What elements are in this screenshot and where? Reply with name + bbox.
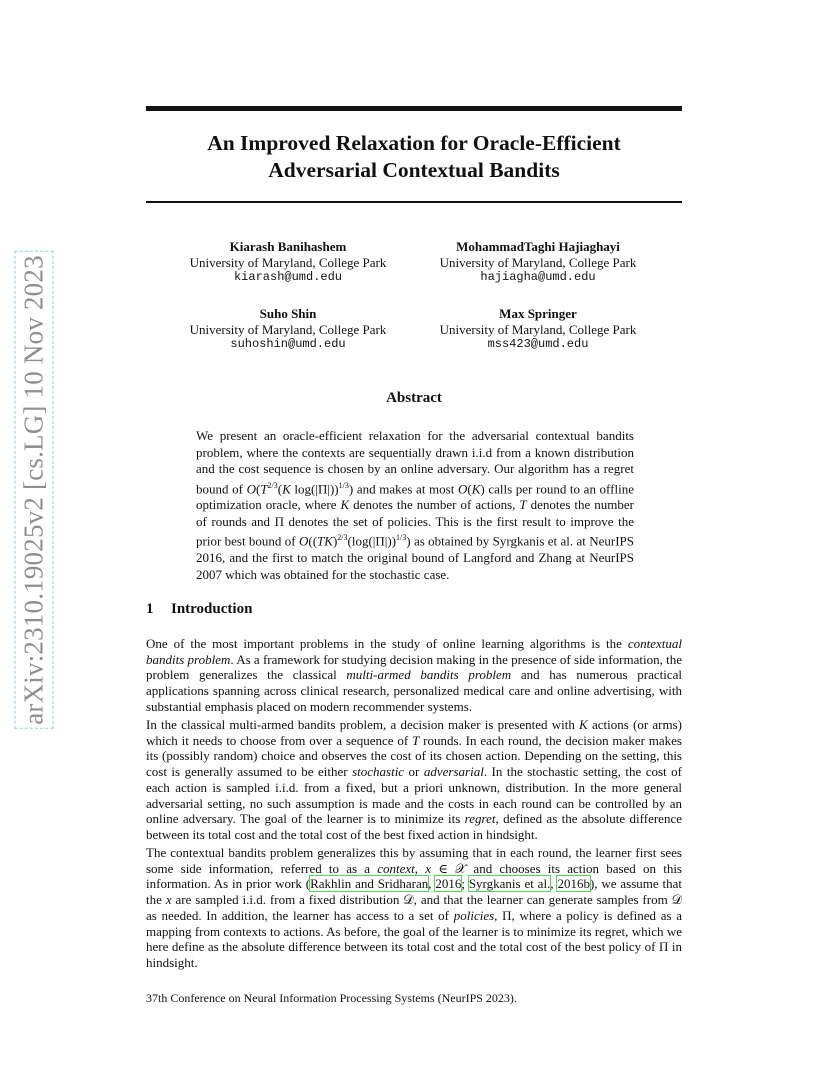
abstract-body: We present an oracle-efficient relaxation for the adversarial contextual bandits problem, where the contexts are sequentially drawn i.i.d from a known distribution and the cost sequence is chosen by an online adversary. Our algorithm has a regret bound of $O(T^{2/3}(K$ log(|Π|))$^{1/3}$) and makes at most O(K) calls per round to an offline optimization oracle, where K denotes the number of actions, T denotes the number of rounds and Π denotes the set of policies. This is the first result to improve the prior best bound of $O((TK)^{2/3}(\log(|\Pi|))^{1/3})$ as obtained by Syrgkanis et al. at NeurIPS 2016, and the first to match the original bound of Langford and Zhang at NeurIPS 2007 which was obtained for the stochastic case. [196,428,634,582]
paragraph-text: and has numerous practical applications spanning across clinical research, personalized medical care and online advertising, with substantial emphasis placed on modern recommender systems. [146,667,683,714]
citation-year-link[interactable]: 2016 [435,876,462,892]
arxiv-stamp[interactable] [14,245,54,735]
arxiv-stamp-text[interactable]: arXiv:2310.19025v2 [cs.LG] 10 Nov 2023 [18,255,49,725]
author-email[interactable]: kiarash@umd.edu [233,270,343,284]
author-block [158,306,418,353]
author-email[interactable]: mss423@umd.edu [487,337,589,351]
paragraph-text: rounds. In each round, the decision maker makes its (possibly random) choice and observes the cost of its chosen action. Depending on the setting, this cost is generally assumed to be either [146,732,682,780]
title-line-1: An Improved Relaxation for Oracle-Efficient [207,131,621,155]
author-name: MohammadTaghi Hajiaghayi [456,239,620,254]
author-block [408,306,668,353]
author-email[interactable]: hajiagha@umd.edu [480,270,596,284]
title-line-2: Adversarial Contextual Bandits [268,158,560,182]
paragraph-emphasis: multi-armed bandits problem [346,667,512,683]
citation-link[interactable]: Rakhlin and Sridharan [310,876,429,892]
abstract-text: We present an oracle-efficient relaxation for the adversarial contextual bandits problem, where the contexts are sequentially drawn i.i.d from a known distribution and the cost sequence is chosen by an online adversary. Our algorithm has a regret bound of [196,428,634,496]
citation-link[interactable]: Syrgkanis et al. [468,876,551,892]
author-affiliation: University of Maryland, College Park [189,321,387,337]
paragraph-text: , where a policy is defined as a mapping from contexts to actions. As before, the goal of the learner is to minimize its regret, which we here define as the absolute difference between its total cost and the total cost of the best policy of [146,907,682,955]
abstract-heading: Abstract [386,390,442,406]
paragraph-text: and chooses its action based on this information. As in prior work ( [146,860,682,892]
author-name: Max Springer [499,306,577,321]
author-email[interactable]: suhoshin@umd.edu [230,337,346,351]
intro-paragraph-2: In the classical multi-armed bandits problem, a decision maker is presented with K actions (or arms) which it needs to choose from over a sequence of T rounds. In each round, the decision maker makes its (possibly random) choice and observes the cost of its chosen action. Depending on the setting, this cost is generally assumed to be either stochastic or adversarial. In the stochastic setting, the cost of each action is sampled i.i.d. from a fixed, but a priori unknown, distribution. In the more general adversarial setting, no such assumption is made and the costs in each round can be controlled by an online adversary. The goal of the learner is to minimize its regret, defined as the absolute difference between its total cost and the total cost of the best fixed action in hindsight. [146,717,682,842]
paragraph-text: In the classical multi-armed bandits problem, a decision maker is presented with [146,717,580,732]
paragraph-text: , and that the learner can generate samples from [413,892,672,908]
paragraph-emphasis: contextual bandits problem [146,636,682,667]
author-block [408,239,668,286]
author-name: Kiarash Banihashem [229,239,347,254]
paragraph-text: One of the most important problems in the study of online learning algorithms is the [146,636,628,651]
section-number: 1 [146,601,154,617]
abstract-text: calls per round to an offline optimization oracle, where [196,480,634,513]
citation-year-link[interactable]: 2016b [557,876,590,892]
paper-title [146,130,682,184]
paragraph-emphasis: adversarial [423,764,484,780]
section-heading [146,601,252,618]
paragraph-text: in hindsight. [146,939,682,970]
paragraph-text: . In the stochastic setting, the cost of each action is sampled i.i.d. from a fixed, but a priori unknown, distribution. In the more general adversarial setting, no such assumption is made and the costs in each round can be controlled by an online adversary. The goal of the learner is to minimize its [146,764,682,827]
paragraph-text: , defined as the absolute difference between its total cost and the total cost of the best fixed action in hindsight. [146,811,682,842]
paragraph-text: actions (or arms) which it needs to choose from over a sequence of [146,717,682,748]
intro-paragraph-3: The contextual bandits problem generalizes this by assuming that in each round, the learner first sees some side information, referred to as a context, x ∈ 𝒳 and chooses its action based on this information. As in prior work (Rakhlin and Sridharan, 2016; Syrgkanis et al., 2016b), we assume that the x are sampled i.i.d. from a fixed distribution 𝒟, and that the learner can generate samples from 𝒟 as needed. In addition, the learner has access to a set of policies, Π, where a policy is defined as a mapping from contexts to actions. As before, the goal of the learner is to minimize its regret, which we here define as the absolute difference between its total cost and the total cost of the best policy of Π in hindsight. [146,845,682,970]
paragraph-text: are sampled i.i.d. from a fixed distribution [171,892,404,908]
abstract-text: denotes the number of actions, [349,497,520,513]
paragraph-text: The contextual bandits problem generalizes this by assuming that in each round, the learner first sees some side information, referred to as a [146,845,682,876]
abstract-text: and makes at most [353,480,458,496]
conference-footnote: 37th Conference on Neural Information Processing Systems (NeurIPS 2023). [146,991,517,1005]
author-affiliation: University of Maryland, College Park [439,254,637,270]
abstract-text: denotes the set of policies. This is the first result to improve the prior best bound of [196,513,634,549]
section-title: Introduction [171,601,253,617]
paragraph-text: as needed. In addition, the learner has access to a set of [146,907,454,923]
abstract-text: denotes the number of rounds and [196,497,634,529]
paragraph-emphasis: stochastic [352,764,405,780]
author-affiliation: University of Maryland, College Park [189,254,387,270]
paragraph-emphasis: context [377,860,415,876]
author-block [158,239,418,286]
author-affiliation: University of Maryland, College Park [439,321,637,337]
paragraph-text: . As a framework for studying decision making in the presence of side information, the problem generalizes the classical [146,651,682,683]
title-rule-top [146,106,682,111]
intro-paragraph-1 [146,636,682,715]
paragraph-text: or [404,764,424,780]
paragraph-emphasis: regret [464,811,496,827]
author-name: Suho Shin [259,306,317,321]
paragraph-emphasis: policies [453,907,495,923]
title-rule-bottom [146,201,682,203]
paragraph-text: ), we assume that the [146,876,682,908]
abstract-text: as obtained by Syrgkanis et al. at NeurIPS 2016, and the first to match the original bound of Langford and Zhang at NeurIPS 2007 which was obtained for the stochastic case. [196,533,634,582]
